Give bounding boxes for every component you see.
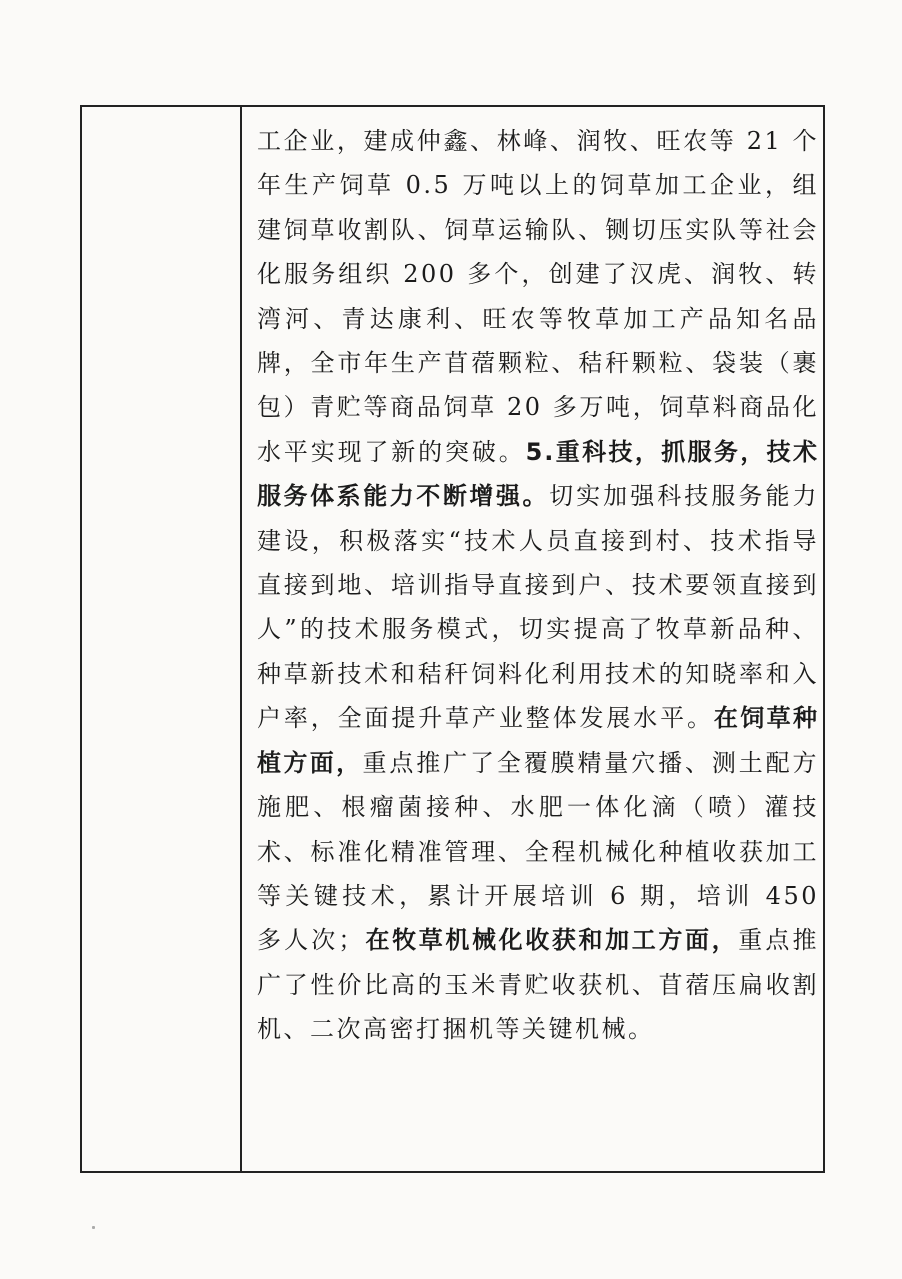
heading-mechanized-harvest: 在牧草机械化收获和加工方面， <box>364 926 739 955</box>
body-paragraph <box>257 119 819 1052</box>
scan-speck <box>92 1226 95 1229</box>
table-content-cell <box>242 107 823 1171</box>
text-segment-3: 重点推广了全覆膜精量穴播、测土配方施肥、根瘤菌接种、水肥一体化滴（喷）灌技术、标准化精准管理、全程机械化种植收获加工等关键技术，累计开展培训 6 期，培训 450 多人次； <box>257 748 819 955</box>
text-segment-4: 重点推广了性价比高的玉米青贮收获机、苜蓿压扁收割机、二次高密打捆机等关键机械。 <box>257 926 819 1044</box>
heading-forage-planting: 在饲草种植方面， <box>257 704 819 777</box>
text-segment-1: 工企业，建成仲鑫、林峰、润牧、旺农等 21 个年生产饲草 0.5 万吨以上的饲草加工企业，组建饲草收割队、饲草运输队、铡切压实队等社会化服务组织 200 多个，创建了汉虎、润牧、转湾河、青达康利、旺农等牧草加工产品知名品牌，全市年生产苜蓿颗粒、秸秆颗粒、袋装（裹包）青贮等商品饲草 20 多万吨，饲草料商品化水平实现了新的突破。 <box>257 127 819 466</box>
table-frame <box>80 105 825 1173</box>
text-segment-2: 切实加强科技服务能力建设，积极落实“技术人员直接到村、技术指导直接到地、培训指导直接到户、技术要领直接到人”的技术服务模式，切实提高了牧草新品种、种草新技术和秸秆饲料化利用技术的知晓率和入户率，全面提升草产业整体发展水平。 <box>257 482 820 733</box>
table-label-cell <box>82 107 242 1171</box>
heading-tech-service: 5.重科技，抓服务，技术服务体系能力不断增强。 <box>257 437 819 511</box>
